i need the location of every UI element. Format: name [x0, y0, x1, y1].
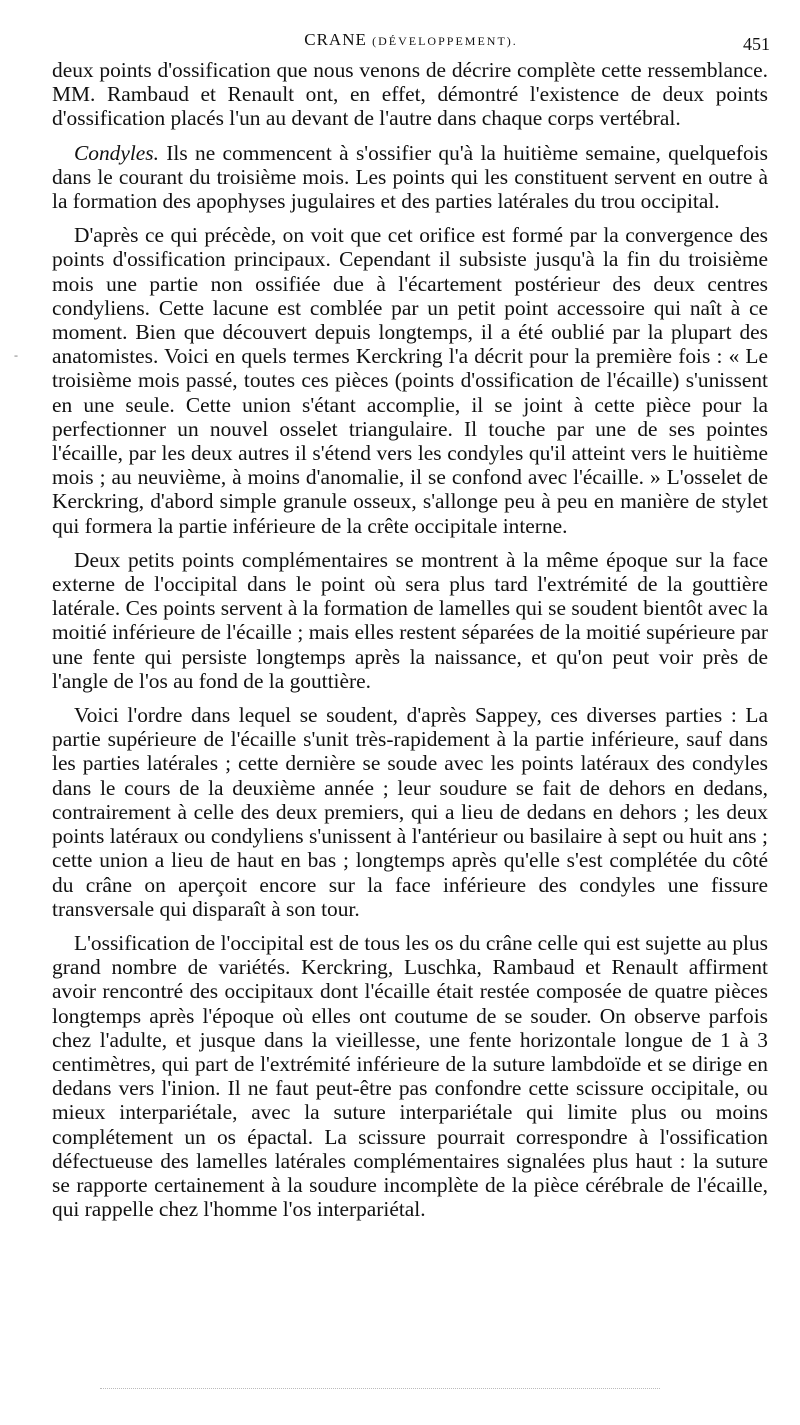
paragraph-5-text: Voici l'ordre dans lequel se soudent, d'après Sappey, ces diverses parties : La partie supérieure de l'écaille s'unit très-rapidement à la partie inférieure, sauf dans les parties latérales ; cette dernière se soude avec les points latéraux des condyles dans le cours de la deuxième année ; leur soudure se fait de dehors en dedans, contrairement à celle des deux premiers, qui a lieu de dedans en dehors ; les deux points latéraux ou condyliens s'unissent à l'antérieur ou basilaire à sept ou huit ans ; cette union a lieu de haut en bas ; longtemps après qu'elle s'est complétée du côté du crâne on aperçoit encore sur la face inférieure des condyles une fissure transversale qui disparaît à son tour. — [52, 703, 768, 921]
page-number: 451 — [743, 34, 770, 54]
paragraph-2 — [52, 141, 768, 214]
paragraph-6 — [52, 931, 768, 1221]
running-title-main: CRANE — [304, 30, 367, 49]
paragraph-1-text: deux points d'ossification que nous venons de décrire complète cette ressemblance. MM. Rambaud et Renault ont, en effet, démontré l'existence de deux points d'ossification placés l'un au devant de l'autre dans chaque corps vertébral. — [52, 58, 768, 131]
paragraph-2-lead: Condyles. — [74, 140, 159, 165]
running-title-sub: (DÉVELOPPEMENT). — [372, 34, 518, 48]
paragraph-4 — [52, 548, 768, 693]
paragraph-6-text: L'ossification de l'occipital est de tous les os du crâne celle qui est sujette au plus grand nombre de variétés. Kerckring, Luschka, Rambaud et Renault affirment avoir rencontré des occipitaux dont l'écaille était restée composée de quatre pièces longtemps après l'époque où elles ont coutume de se souder. On observe parfois chez l'adulte, et jusque dans la vieillesse, une fente horizontale longue de 1 à 3 centimètres, qui part de l'extrémité inférieure de la suture lambdoïde et se dirige en dedans vers l'inion. Il ne faut peut-être pas confondre cette scissure occipitale, ou mieux interpariétale, avec la suture interpariétale qui limite plus ou moins complétement un os épactal. La scissure pourrait correspondre à l'ossification défectueuse des lamelles latérales complémentaires signalées plus haut : la suture se rapporte certainement à la soudure incomplète de la pièce cérébrale de l'écaille, qui rappelle chez l'homme l'os interpariétal. — [52, 930, 768, 1222]
body-text — [52, 58, 768, 1221]
paragraph-3 — [52, 223, 768, 538]
paragraph-2-text: Ils ne commencent à s'ossifier qu'à la huitième semaine, quelquefois dans le courant du troisième mois. Les points qui les constituent servent en outre à la formation des apophyses jugulaires et des parties latérales du trou occipital. — [52, 140, 768, 214]
paragraph-1 — [52, 58, 768, 131]
footer-rule — [100, 1388, 660, 1389]
paragraph-3-text: D'après ce qui précède, on voit que cet orifice est formé par la convergence des points d'ossification principaux. Cependant il subsiste jusqu'à la fin du troisième mois une partie non ossifiée due à l'écartement postérieur des deux centres condyliens. Cette lacune est comblée par un petit point accessoire qui naît à ce moment. Bien que découvert depuis longtemps, il a été oublié par la plupart des anatomistes. Voici en quels termes Kerckring l'a décrit pour la première fois : « Le troisième mois passé, toutes ces pièces (points d'ossification de l'écaille) s'unissent en une seule. Cette union s'étant accomplie, il se joint à cette pièce pour la perfectionner un nouvel osselet triangulaire. Il touche par une de ses pointes l'écaille, par les deux autres il s'étend vers les condyles qu'il atteint vers le huitième mois ; au neuvième, à moins d'anomalie, il se confond avec l'écaille. » L'osselet de Kerckring, d'abord simple granule osseux, s'allonge peu à peu en manière de stylet qui formera la partie inférieure de la crête occipitale interne. — [52, 223, 768, 538]
running-header — [52, 22, 770, 52]
margin-tick: - — [14, 348, 18, 362]
paragraph-5 — [52, 703, 768, 921]
paragraph-4-text: Deux petits points complémentaires se montrent à la même époque sur la face externe de l'occipital dans le point où sera plus tard l'extrémité de la gouttière latérale. Ces points servent à la formation de lamelles qui se soudent bientôt avec la moitié inférieure de l'écaille ; mais elles restent séparées de la moitié supérieure par une fente qui persiste longtemps après la naissance, et qu'on peut voir près de l'angle de l'os au fond de la gouttière. — [52, 547, 768, 693]
running-title — [52, 30, 770, 50]
